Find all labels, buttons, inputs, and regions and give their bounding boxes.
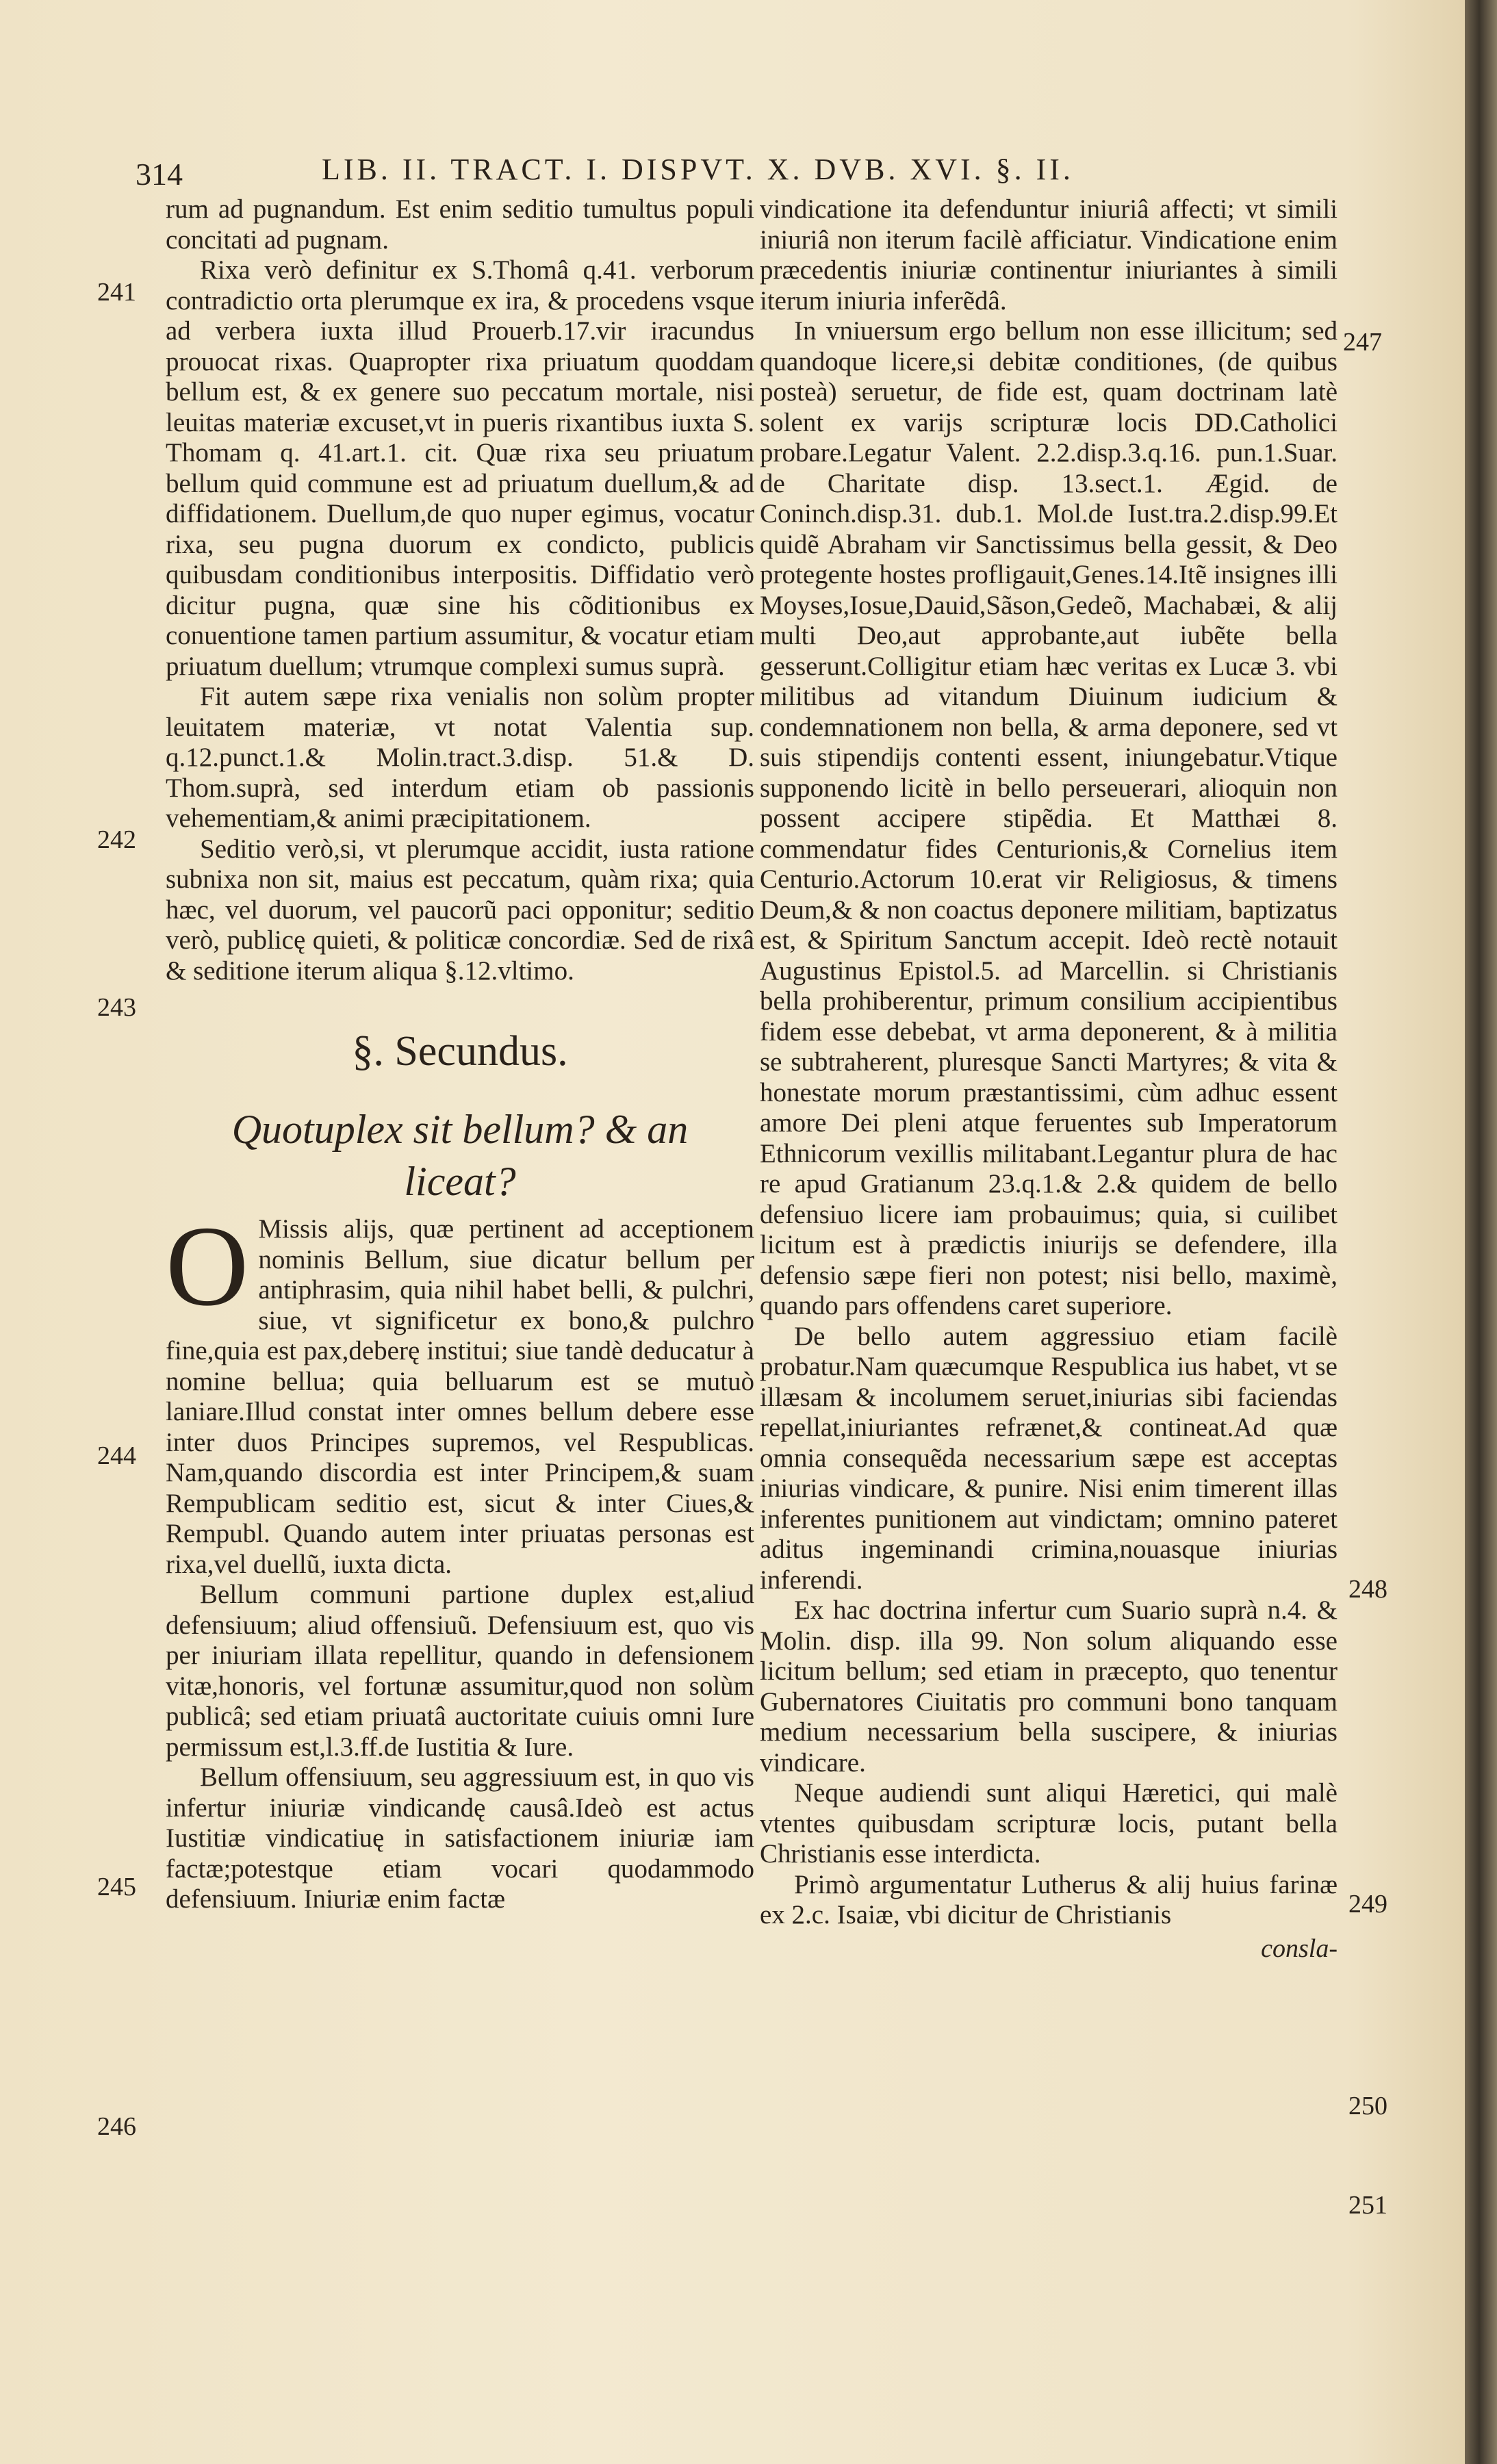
section-subtitle [166,1103,754,1207]
paragraph-with-dropcap [166,1203,754,1580]
margin-number: 247 [1343,328,1382,357]
margin-number: 249 [1348,1890,1387,1918]
margin-number: 241 [97,278,136,307]
paragraph: Ex hac doctrina infertur cum Suario suprà n.4. & Molin. disp. illa 99. Non solum aliquando esse licitum bellum; sed etiam in præcepto, quo tenentur Gubernatores Ciuitatis pro communi bono tanquam medium necessarium bella suscipere, & iniurias vindicare. [760,1595,1338,1778]
section-subtitle-line: Quotuplex sit bellum? & an [231,1107,689,1152]
paragraph: In vniuersum ergo bellum non esse illicitum; sed quandoque licere,si debitæ conditiones, (de quibus posteà) seruetur, de fide est, quam doctrinam latè solent ex varijs scripturæ locis DD.Catholici probare.Legatur Valent. 2.2.disp.3.q.16. pun.1.Suar. de Charitate disp. 13.sect.1. Ægid. de Coninch.disp.31. dub.1. Mol.de Iust.tra.2.disp.99.Et quidẽ Abraham vir Sanctissimus bella gessit, & Deo protegente hostes profligauit,Genes.14.Itẽ insignes illi Moyses,Iosue,Dauid,Sãson,Gedeõ, Machabæi, & alij multi Deo,aut approbante,aut iubẽte bella gesserunt.Colligitur etiam hæc veritas ex Lucæ 3. vbi militibus ad vitandum Diuinum iudicium & condemnationem non bella, & arma deponere, sed vt suis stipendijs contenti essent, iniungebatur.Vtique supponendo licitè in bello perseuerari, alioquin non possent accipere stipẽdia. Et Matthæi 8. commendatur fides Centurionis,& Cornelius item Centurio.Actorum 10.erat vir Religiosus, & timens Deum,& & non coactus deponere militiam, baptizatus est, & Spiritum Sanctum accepit. Ideò rectè notauit Augustinus Epistol.5. ad Marcellin. si Christianis bella prohiberentur, primum consilium accipientibus fidem esse debebat, vt arma deponerent, & à militia se subtraherent, pluresque Sancti Martyres; & vita & honestate morum præstantissimi, cùm adhuc essent amore Dei pleni atque feruentes sub Imperatorum Ethnicorum vexillis militabant.Legantur plura de hac re apud Gratianum 23.q.1.& 2.& quidem de bello defensiuo licere iam probauimus; quia, si cuilibet licitum est à prædictis iniurijs se defendere, illa defensio sæpe fieri non potest; nisi bello, maximè, quando pars offendens caret superiore. [760,316,1338,1320]
catchword: consla- [1261,1934,1338,1963]
margin-number: 250 [1348,2092,1387,2120]
margin-number: 248 [1348,1575,1387,1604]
paragraph: Primò argumentatur Lutherus & alij huius farinæ ex 2.c. Isaiæ, vbi dicitur de Christianis [760,1869,1338,1929]
margin-number: 251 [1348,2191,1387,2220]
margin-number: 244 [97,1441,136,1470]
right-column [760,194,1338,1964]
running-head: LIB. II. TRACT. I. DISPVT. X. DVB. XVI. §. II. [322,153,1074,186]
paragraph: Fit autem sæpe rixa venialis non solùm propter leuitatem materiæ, vt notat Valentia sup. q.12.punct.1.& Molin.tract.3.disp. 51.& D. Thom.suprà, sed interdum etiam ob passionis vehementiam,& animi præcipitationem. [166,682,754,833]
section-subtitle-line: liceat? [404,1159,516,1204]
paragraph: Seditio verò,si, vt plerumque accidit, iusta ratione subnixa non sit, maius est peccatum, quàm rixa; quia hæc, vel duorum, vel paucorũ paci opponitur; seditio verò, publicę quieti, & politicæ concordiæ. Sed de rixâ & seditione iterum aliqua §.12.vltimo. [166,834,754,986]
book-gutter-shadow [1465,0,1497,2464]
paragraph: Rixa verò definitur ex S.Thomâ q.41. verborum contradictio orta plerumque ex ira, & procedens vsque ad verbera iuxta illud Prouerb.17.vir iracundus prouocat rixas. Quapropter rixa priuatum quoddam bellum est, & ex genere suo peccatum mortale, nisi leuitas materiæ excuset,vt in pueris rixantibus iuxta S. Thomam q. 41.art.1. cit. Quæ rixa seu priuatum bellum quid commune est ad priuatum duellum,& ad diffidationem. Duellum,de quo nuper egimus, vocatur rixa, seu pugna duorum ex condicto, publicis quibusdam conditionibus interpositis. Diffidatio verò dicitur pugna, quæ sine his cõditionibus ex conuentione tamen partium assumitur, & vocatur etiam priuatum duellum; vtrumque complexi sumus suprà. [166,255,754,681]
margin-number: 242 [97,825,136,854]
margin-number: 246 [97,2112,136,2141]
drop-cap: O [166,1203,249,1330]
paragraph: vindicatione ita defenduntur iniuriâ affecti; vt simili iniuriâ non iterum facilè afficiatur. Vindicatione enim præcedentis iniuriæ continentur iniuriantes à simili iterum iniuria inferẽdâ. [760,194,1338,316]
paragraph: Bellum communi partione duplex est,aliud defensiuum; aliud offensiuũ. Defensiuum est, quo vis per iniuriam illata repellitur, quando in defensionem vitæ,honoris, vel fortunæ assumitur,quod non solùm publicâ; sed etiam priuatâ auctoritate cuiuis omni Iure permissum est,l.3.ff.de Iustitia & Iure. [166,1580,754,1762]
paragraph-text: Missis alijs, quæ pertinent ad acceptionem nominis Bellum, siue dicatur bellum per antiphrasim, quia nihil habet belli, & pulchri, siue, vt significetur ex bono,& pulchro fine,quia est pax,deberę institui; siue tandè deducatur à nomine bellua; quia belluarum est se mutuò laniare.Illud constat inter omnes bellum debere esse inter duos Principes supremos, vel Respublicas. Nam,quando discordia est inter Principem,& suam Rempublicam seditio est, sicut & inter Ciues,& Rempubl. Quando autem inter priuatas personas est rixa,vel duellũ, iuxta dicta. [166,1214,754,1579]
page-number: 314 [136,157,183,192]
section-heading: §. Secundus. [352,1028,568,1075]
paragraph: rum ad pugnandum. Est enim seditio tumultus populi concitati ad pugnam. [166,194,754,255]
left-column [166,194,754,1915]
paragraph: Bellum offensiuum, seu aggressiuum est, in quo vis infertur iniuriæ vindicandę causâ.Ideò est actus Iustitiæ vindicatiuę in satisfactionem iniuriæ iam factæ;potestque etiam vocari quodammodo defensiuum. Iniuriæ enim factæ [166,1762,754,1914]
margin-number: 245 [97,1873,136,1901]
margin-number: 243 [97,993,136,1022]
paragraph: De bello autem aggressiuo etiam facilè probatur.Nam quæcumque Respublica ius habet, vt se illæsam & incolumem seruet,iniurias sibi faciendas repellat,iniuriantes refrænet,& contineat.Ad quæ omnia consequẽda necessarium sæpe est acceptas iniurias vindicare, & punire. Nisi enim timerent illas inferentes punitionem aut vindictam; omnino pateret aditus ingeminandi crimina,nouasque iniurias inferendi. [760,1321,1338,1595]
paragraph: Neque audiendi sunt aliqui Hæretici, qui malè vtentes quibusdam scripturæ locis, putant bella Christianis esse interdicta. [760,1778,1338,1869]
